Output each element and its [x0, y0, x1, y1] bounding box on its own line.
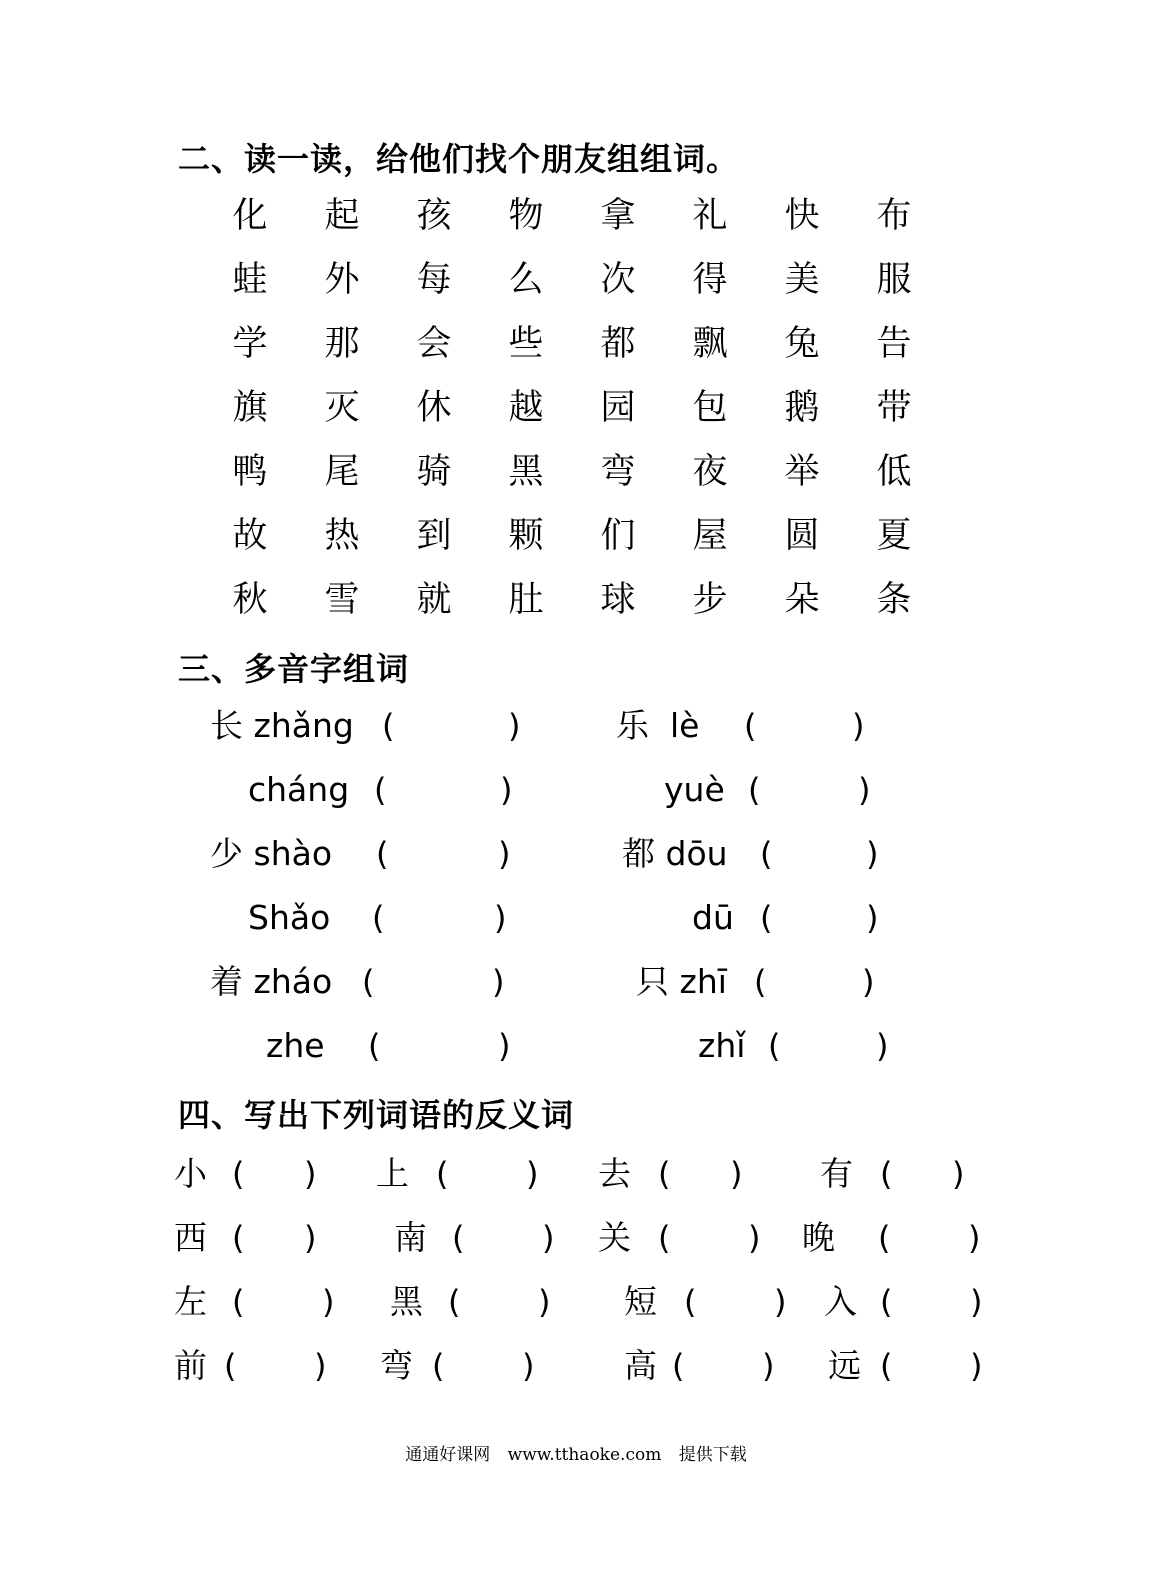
char-cell: 圆	[784, 516, 820, 556]
close-paren: )	[304, 1219, 317, 1257]
antonym-word: 去	[598, 1154, 631, 1193]
antonym-word: 小	[174, 1154, 207, 1193]
poly-item-4-line1	[622, 832, 728, 876]
char-cell: 飘	[692, 324, 728, 364]
char-cell: 颗	[508, 516, 544, 556]
poly-char: 长	[210, 706, 243, 745]
open-paren: (	[452, 1219, 465, 1257]
char-cell: 步	[692, 580, 728, 620]
open-paren: (	[748, 771, 761, 809]
char-cell: 么	[508, 260, 544, 300]
char-cell: 那	[324, 324, 360, 364]
poly-item-1-line2: cháng	[248, 770, 350, 809]
open-paren: (	[880, 1283, 893, 1321]
open-paren: (	[224, 1347, 237, 1385]
close-paren: )	[322, 1283, 335, 1321]
close-paren: )	[730, 1155, 743, 1193]
char-cell: 次	[600, 260, 636, 300]
poly-item-6-line2: zhǐ	[698, 1026, 746, 1065]
char-cell: 尾	[324, 452, 360, 492]
section2-title: 二、读一读，给他们找个朋友组组词。	[178, 140, 740, 178]
open-paren: (	[760, 835, 773, 873]
poly-pinyin: zhǎng	[253, 706, 354, 745]
char-cell: 故	[232, 516, 268, 556]
poly-pinyin: zháo	[253, 962, 333, 1001]
close-paren: )	[542, 1219, 555, 1257]
open-paren: (	[880, 1155, 893, 1193]
char-cell: 灭	[324, 388, 360, 428]
close-paren: )	[968, 1219, 981, 1257]
char-cell: 到	[416, 516, 452, 556]
open-paren: (	[880, 1347, 893, 1385]
char-cell: 低	[876, 452, 912, 492]
antonym-word: 前	[174, 1346, 207, 1385]
open-paren: (	[374, 771, 387, 809]
close-paren: )	[762, 1347, 775, 1385]
char-cell: 肚	[508, 580, 544, 620]
char-cell: 学	[232, 324, 268, 364]
close-paren: )	[970, 1347, 983, 1385]
char-cell: 拿	[600, 196, 636, 236]
antonym-word: 上	[376, 1154, 409, 1193]
poly-pinyin: shào	[253, 834, 333, 873]
open-paren: (	[658, 1155, 671, 1193]
char-cell: 每	[416, 260, 452, 300]
poly-char: 少	[210, 834, 243, 873]
open-paren: (	[760, 899, 773, 937]
open-paren: (	[768, 1027, 781, 1065]
char-cell: 休	[416, 388, 452, 428]
open-paren: (	[368, 1027, 381, 1065]
char-cell: 就	[416, 580, 452, 620]
close-paren: )	[508, 707, 521, 745]
open-paren: (	[744, 707, 757, 745]
poly-item-5-line2: zhe	[266, 1026, 325, 1065]
char-cell: 鹅	[784, 388, 820, 428]
close-paren: )	[314, 1347, 327, 1385]
close-paren: )	[866, 899, 879, 937]
char-cell: 黑	[508, 452, 544, 492]
open-paren: (	[376, 835, 389, 873]
poly-char: 着	[210, 962, 243, 1001]
footer-url[interactable]: www.tthaoke.com	[507, 1445, 662, 1465]
close-paren: )	[876, 1027, 889, 1065]
char-cell: 条	[876, 580, 912, 620]
close-paren: )	[494, 899, 507, 937]
close-paren: )	[498, 835, 511, 873]
close-paren: )	[492, 963, 505, 1001]
char-cell: 旗	[232, 388, 268, 428]
char-cell: 包	[692, 388, 728, 428]
char-cell: 起	[324, 196, 360, 236]
poly-char: 只	[636, 962, 669, 1001]
char-cell: 兔	[784, 324, 820, 364]
antonym-word: 弯	[380, 1346, 413, 1385]
char-cell: 屋	[692, 516, 728, 556]
char-cell: 热	[324, 516, 360, 556]
char-cell: 美	[784, 260, 820, 300]
char-cell: 举	[784, 452, 820, 492]
open-paren: (	[754, 963, 767, 1001]
open-paren: (	[432, 1347, 445, 1385]
poly-pinyin: dōu	[665, 834, 728, 873]
antonym-word: 关	[598, 1218, 631, 1257]
antonym-word: 高	[624, 1346, 657, 1385]
char-cell: 孩	[416, 196, 452, 236]
char-cell: 快	[784, 196, 820, 236]
poly-item-5-line1	[210, 960, 332, 1004]
char-cell: 球	[600, 580, 636, 620]
open-paren: (	[362, 963, 375, 1001]
close-paren: )	[748, 1219, 761, 1257]
footer-site-name: 通通好课网	[405, 1445, 491, 1465]
char-cell: 夏	[876, 516, 912, 556]
char-cell: 告	[876, 324, 912, 364]
poly-pinyin: zhī	[679, 962, 727, 1001]
antonym-word: 晚	[802, 1218, 835, 1257]
open-paren: (	[232, 1155, 245, 1193]
char-cell: 都	[600, 324, 636, 364]
section4-title: 四、写出下列词语的反义词	[178, 1096, 575, 1134]
open-paren: (	[658, 1219, 671, 1257]
close-paren: )	[970, 1283, 983, 1321]
footer-note: 提供下载	[678, 1445, 747, 1465]
char-cell: 园	[600, 388, 636, 428]
poly-item-1-line1	[210, 704, 354, 748]
open-paren: (	[382, 707, 395, 745]
close-paren: )	[498, 1027, 511, 1065]
char-cell: 弯	[600, 452, 636, 492]
open-paren: (	[672, 1347, 685, 1385]
close-paren: )	[852, 707, 865, 745]
open-paren: (	[436, 1155, 449, 1193]
char-cell: 骑	[416, 452, 452, 492]
antonym-word: 南	[394, 1218, 427, 1257]
close-paren: )	[500, 771, 513, 809]
char-cell: 得	[692, 260, 728, 300]
antonym-word: 黑	[390, 1282, 423, 1321]
close-paren: )	[774, 1283, 787, 1321]
open-paren: (	[372, 899, 385, 937]
char-cell: 些	[508, 324, 544, 364]
char-cell: 带	[876, 388, 912, 428]
close-paren: )	[866, 835, 879, 873]
poly-item-2-line2: yuè	[664, 770, 725, 809]
char-cell: 会	[416, 324, 452, 364]
close-paren: )	[522, 1347, 535, 1385]
antonym-word: 短	[624, 1282, 657, 1321]
poly-item-2-line1	[616, 704, 699, 748]
close-paren: )	[526, 1155, 539, 1193]
open-paren: (	[878, 1219, 891, 1257]
char-cell: 礼	[692, 196, 728, 236]
poly-item-6-line1	[636, 960, 727, 1004]
close-paren: )	[304, 1155, 317, 1193]
section3-title: 三、多音字组词	[178, 650, 410, 688]
poly-item-4-line2: dū	[692, 898, 734, 937]
poly-item-3-line2: Shǎo	[248, 898, 331, 937]
char-cell: 物	[508, 196, 544, 236]
close-paren: )	[858, 771, 871, 809]
antonym-word: 有	[820, 1154, 853, 1193]
poly-char: 都	[622, 834, 655, 873]
antonym-word: 入	[824, 1282, 857, 1321]
footer	[0, 1440, 1152, 1465]
char-cell: 朵	[784, 580, 820, 620]
close-paren: )	[862, 963, 875, 1001]
char-cell: 夜	[692, 452, 728, 492]
open-paren: (	[232, 1283, 245, 1321]
poly-pinyin: lè	[669, 706, 700, 745]
char-cell: 秋	[232, 580, 268, 620]
char-cell: 化	[232, 196, 268, 236]
antonym-word: 左	[174, 1282, 207, 1321]
close-paren: )	[952, 1155, 965, 1193]
poly-item-3-line1	[210, 832, 332, 876]
open-paren: (	[232, 1219, 245, 1257]
char-cell: 们	[600, 516, 636, 556]
char-cell: 外	[324, 260, 360, 300]
char-cell: 服	[876, 260, 912, 300]
open-paren: (	[448, 1283, 461, 1321]
poly-char: 乐	[616, 706, 649, 745]
char-cell: 蛙	[232, 260, 268, 300]
close-paren: )	[538, 1283, 551, 1321]
open-paren: (	[684, 1283, 697, 1321]
antonym-word: 远	[828, 1346, 861, 1385]
antonym-word: 西	[174, 1218, 207, 1257]
char-cell: 布	[876, 196, 912, 236]
char-cell: 雪	[324, 580, 360, 620]
char-cell: 鸭	[232, 452, 268, 492]
char-cell: 越	[508, 388, 544, 428]
